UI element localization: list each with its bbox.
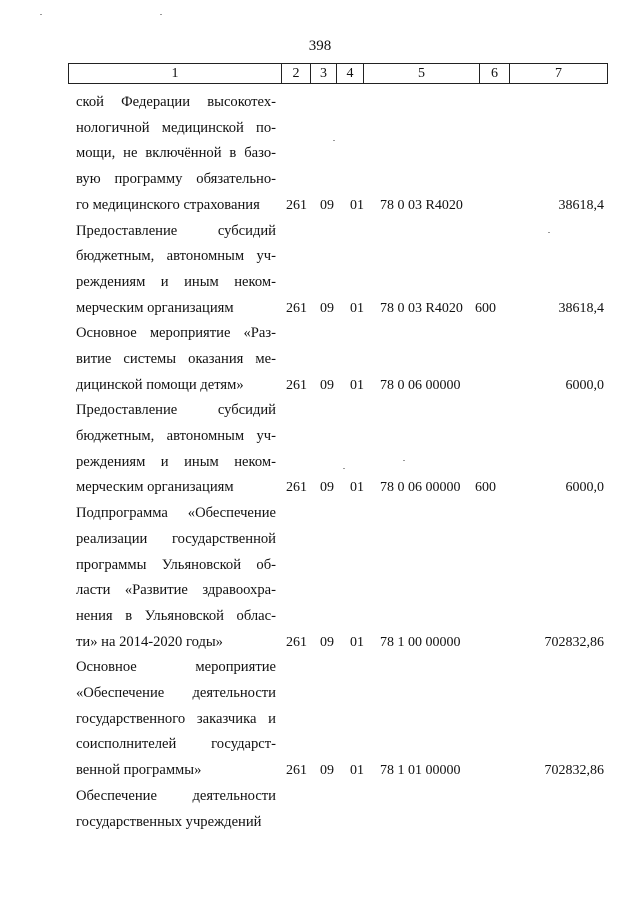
- description-line: дицинской помощи детям»: [76, 376, 244, 393]
- description-line: реализации государственной: [76, 530, 276, 547]
- cell-c2: 261: [286, 377, 307, 393]
- row-description: [76, 784, 276, 835]
- column-header-5: 5: [364, 64, 480, 84]
- column-header-3: 3: [311, 64, 337, 84]
- table-row: [0, 784, 640, 835]
- cell-c3: 09: [320, 480, 334, 496]
- description-line: венной программы»: [76, 762, 202, 779]
- cell-c3: 09: [320, 377, 334, 393]
- description-line: государственных учреждений: [76, 813, 262, 830]
- description-line: реждениям и иным неком-: [76, 273, 276, 290]
- description-line: вую программу обязательно-: [76, 171, 276, 188]
- table-row: [0, 655, 640, 784]
- description-line: реждениям и иным неком-: [76, 453, 276, 470]
- description-line: ской Федерации высокотех-: [76, 94, 276, 110]
- description-line: «Обеспечение деятельности: [76, 685, 276, 702]
- description-line: нения в Ульяновской облас-: [76, 607, 276, 624]
- cell-c3: 09: [320, 763, 334, 779]
- description-line: мерческим организациям: [76, 479, 234, 496]
- column-header-table: [68, 63, 608, 84]
- cell-c5: 78 0 03 R4020: [380, 300, 463, 316]
- scan-speck: [343, 468, 345, 469]
- cell-c6: 600: [475, 300, 496, 316]
- column-header-6: 6: [480, 64, 510, 84]
- row-description: [76, 501, 276, 655]
- cell-c2: 261: [286, 763, 307, 779]
- cell-c2: 261: [286, 197, 307, 213]
- description-line: Подпрограмма «Обеспечение: [76, 505, 276, 522]
- table-row: [0, 219, 640, 322]
- cell-c4: 01: [350, 197, 364, 213]
- page-number: 398: [308, 38, 332, 54]
- scan-speck: [160, 14, 162, 15]
- description-line: Основное мероприятие: [76, 659, 276, 676]
- cell-c4: 01: [350, 763, 364, 779]
- column-header-2: 2: [282, 64, 311, 84]
- description-line: Предоставление субсидий: [76, 222, 276, 239]
- scan-speck: [40, 14, 42, 15]
- description-line: бюджетным, автономным уч-: [76, 248, 276, 265]
- table-row: [0, 398, 640, 501]
- description-line: соисполнителей государст-: [76, 736, 276, 753]
- cell-c5: 78 1 01 00000: [380, 763, 461, 779]
- description-line: ти» на 2014-2020 годы»: [76, 633, 223, 650]
- cell-c3: 09: [320, 300, 334, 316]
- column-header-1: 1: [69, 64, 282, 84]
- description-line: го медицинского страхования: [76, 196, 260, 213]
- description-line: Основное мероприятие «Раз-: [76, 325, 276, 342]
- cell-c7: 702832,86: [544, 763, 604, 779]
- cell-c5: 78 1 00 00000: [380, 634, 461, 650]
- row-description: [76, 90, 276, 218]
- cell-c7: 702832,86: [544, 634, 604, 650]
- table-row: [0, 501, 640, 655]
- scan-speck: [333, 140, 335, 141]
- description-line: нологичной медицинской по-: [76, 119, 276, 136]
- cell-c7: 6000,0: [565, 377, 604, 393]
- cell-c2: 261: [286, 634, 307, 650]
- cell-c6: 600: [475, 480, 496, 496]
- description-line: государственного заказчика и: [76, 710, 276, 727]
- description-line: Предоставление субсидий: [76, 402, 276, 419]
- cell-c4: 01: [350, 300, 364, 316]
- cell-c2: 261: [286, 480, 307, 496]
- description-line: Обеспечение деятельности: [76, 787, 276, 804]
- table-row: [0, 90, 640, 219]
- row-description: [76, 655, 276, 783]
- cell-c3: 09: [320, 634, 334, 650]
- cell-c4: 01: [350, 377, 364, 393]
- cell-c7: 38618,4: [558, 197, 604, 213]
- cell-c7: 38618,4: [558, 300, 604, 316]
- cell-c3: 09: [320, 197, 334, 213]
- description-line: мощи, не включённой в базо-: [76, 145, 276, 162]
- description-line: программы Ульяновской об-: [76, 556, 276, 573]
- column-header-7: 7: [510, 64, 608, 84]
- row-description: [76, 398, 276, 501]
- description-line: витие системы оказания ме-: [76, 350, 276, 367]
- column-header-4: 4: [337, 64, 364, 84]
- cell-c7: 6000,0: [565, 480, 604, 496]
- cell-c2: 261: [286, 300, 307, 316]
- description-line: бюджетным, автономным уч-: [76, 428, 276, 445]
- cell-c5: 78 0 06 00000: [380, 377, 461, 393]
- cell-c4: 01: [350, 480, 364, 496]
- cell-c5: 78 0 06 00000: [380, 480, 461, 496]
- description-line: ласти «Развитие здравоохра-: [76, 582, 276, 599]
- scan-speck: [403, 460, 405, 461]
- row-description: [76, 321, 276, 398]
- cell-c4: 01: [350, 634, 364, 650]
- row-description: [76, 219, 276, 322]
- table-row: [0, 321, 640, 398]
- scan-speck: [548, 232, 550, 233]
- cell-c5: 78 0 03 R4020: [380, 197, 463, 213]
- description-line: мерческим организациям: [76, 299, 234, 316]
